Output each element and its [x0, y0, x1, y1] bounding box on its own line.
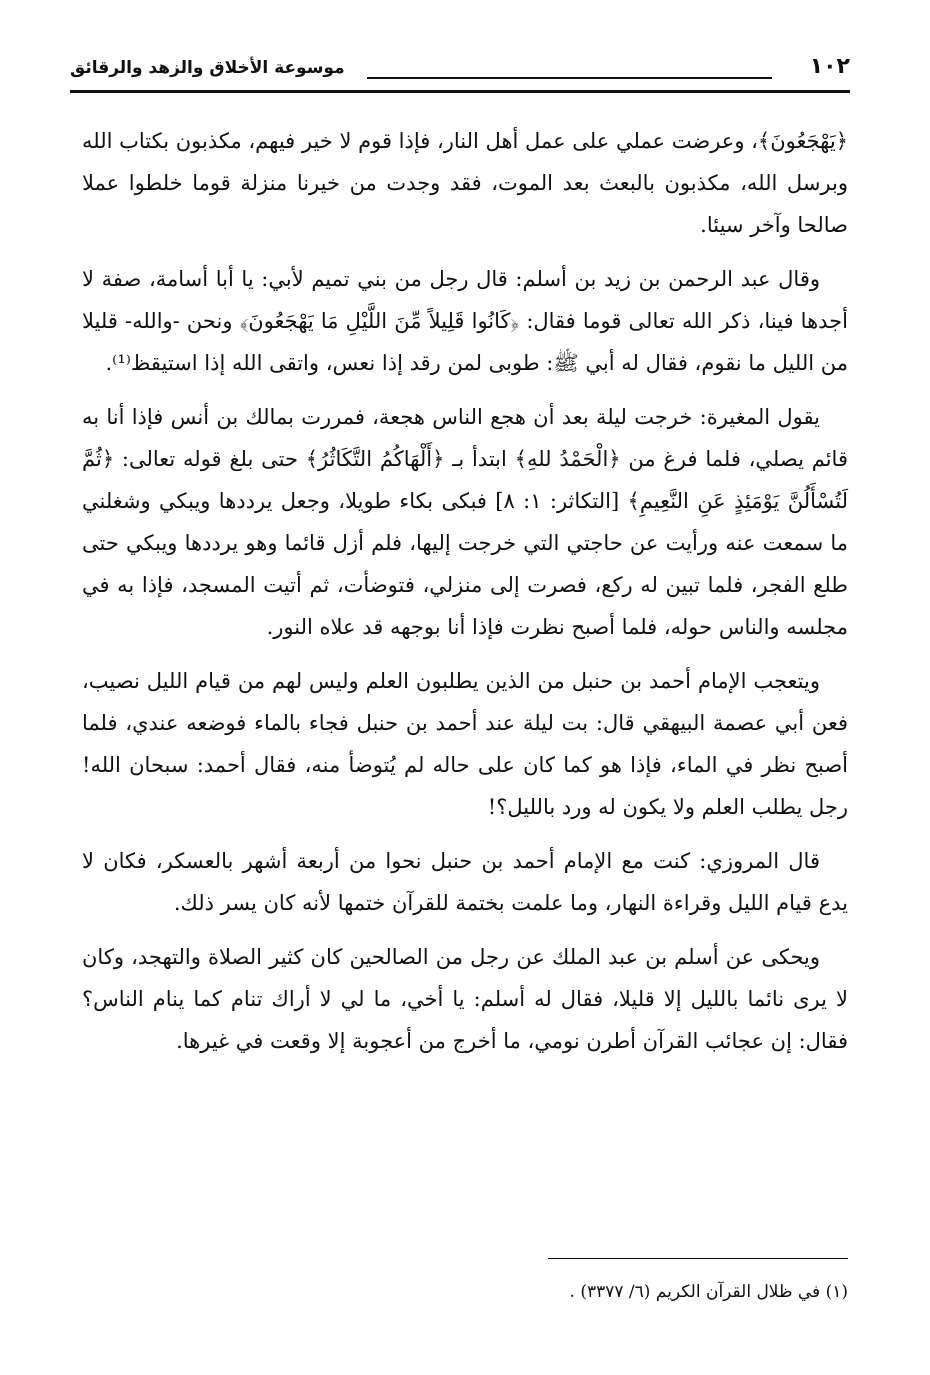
page-number: ١٠٢: [809, 54, 850, 79]
header-divider: [70, 90, 850, 93]
paragraph: قال المروزي: كنت مع الإمام أحمد بن حنبل نحوا من أربعة أشهر بالعسكر، فكان لا يدع قيام الليل وقراءة النهار، وما علمت بختمة للقرآن ختمها لأنه كان يسر ذلك.: [82, 849, 848, 915]
page-header: [70, 50, 850, 90]
header-divider-short: [367, 77, 772, 79]
running-title: موسوعة الأخلاق والزهد والرقائق: [70, 58, 345, 78]
paragraph: ويتعجب الإمام أحمد بن حنبل من الذين يطلبون العلم وليس لهم من قيام الليل نصيب، فعن أبي عصمة البيهقي قال: بت ليلة عند أحمد بن حنبل فجاء بالماء فوضعه عندي، فلما أصبح نظر في الماء، فإذا هو كما كان على حاله لم يُتوضأ منه، فقال أحمد: سبحان الله! رجل يطلب العلم ولا يكون له ورد بالليل؟!: [82, 669, 848, 819]
paragraph: يقول المغيرة: خرجت ليلة بعد أن هجع الناس هجعة، فمررت بمالك بن أنس فإذا أنا به قائم يصلي، فلما فرغ من ﴿الْحَمْدُ للهِ﴾ ابتدأ بـ ﴿أَلْهَاكُمُ التَّكَاثُرُ﴾ حتى بلغ قوله تعالى: ﴿ثُمَّ لَتُسْأَلُنَّ يَوْمَئِذٍ عَنِ النَّعِيمِ﴾ [التكاثر: ١: ٨] فبكى بكاء طويلا، وجعل يرددها ويبكي وشغلني ما سمعت عنه ورأيت عن حاجتي التي خرجت إليها، فلم أزل قائما وهو يرددها ويبكي حتى طلع الفجر، فلما تبين له ركع، فصرت إلى منزلي، فتوضأت، ثم أتيت المسجد، فإذا به في مجلسه والناس حوله، فلما أصبح نظرت فإذا أنا بوجهه قد علاه النور.: [82, 405, 849, 639]
footnote: (١) في ظلال القرآن الكريم (٦/ ٣٣٧٧) .: [569, 1282, 848, 1302]
paragraph: ويحكى عن أسلم بن عبد الملك عن رجل من الصالحين كان كثير الصلاة والتهجد، وكان لا يرى نائما بالليل إلا قليلا، فقال له أسلم: يا أخي، ما لي لا أراك تنام كما ينام الناس؟ فقال: إن عجائب القرآن أطرن نومي، ما أخرج من أعجوبة إلا وقعت في غيرها.: [82, 945, 848, 1053]
footnote-divider: [548, 1258, 848, 1259]
paragraph: ﴿يَهْجَعُونَ﴾، وعرضت عملي على عمل أهل النار، فإذا قوم لا خير فيهم، مكذبون بكتاب الله وبرسل الله، مكذبون بالبعث بعد الموت، فقد وجدت من خيرنا منزلة قوما خلطوا عملا صالحا وآخر سيئا.: [82, 129, 848, 237]
main-text: [82, 120, 848, 1074]
paragraph: وقال عبد الرحمن بن زيد بن أسلم: قال رجل من بني تميم لأبي: يا أبا أسامة، صفة لا أجدها فينا، ذكر الله تعالى قوما فقال: ﴿كَانُوا قَلِيلاً مِّنَ اللَّيْلِ مَا يَهْجَعُونَ﴾ ونحن -والله- قليلا من الليل ما نقوم، فقال له أبي ﷺ: طوبى لمن رقد إذا نعس، واتقى الله إذا استيقظ⁽¹⁾.: [82, 267, 848, 375]
